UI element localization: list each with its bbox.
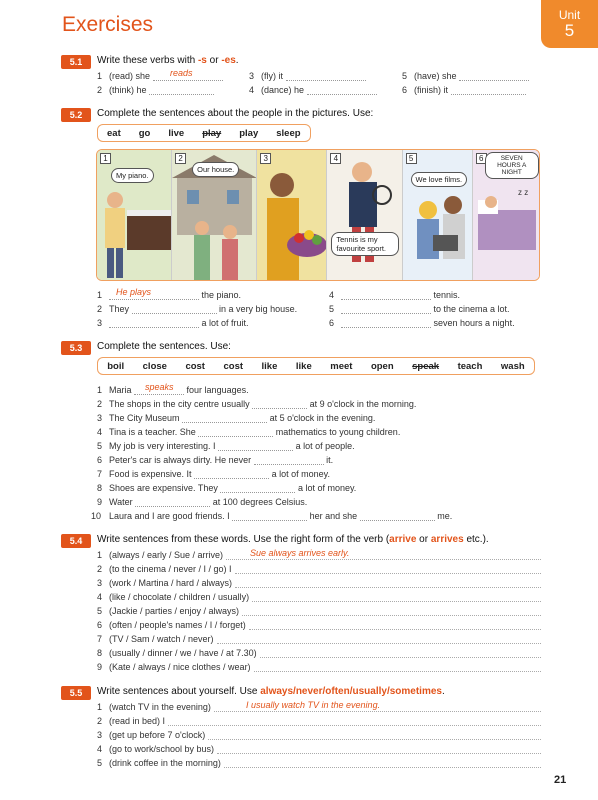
answer-blank[interactable] <box>194 468 269 479</box>
answer-line[interactable] <box>235 578 541 588</box>
item-text: mathematics to young children. <box>275 427 401 437</box>
word-option: like <box>261 360 278 372</box>
list-item <box>97 606 541 616</box>
list-item <box>97 730 541 740</box>
exercise-instruction <box>97 55 239 66</box>
item-number: 4 <box>97 427 103 437</box>
answer-blank[interactable] <box>220 482 295 493</box>
item-text: (dance) he <box>261 85 305 95</box>
item-text: (go to work/school by bus) <box>109 744 215 754</box>
item-number: 2 <box>97 399 103 409</box>
instr-keyword: always/never/often/usually/sometimes <box>260 686 442 697</box>
item-text: (drink coffee in the morning) <box>109 758 221 768</box>
speech-bubble: Tennis is my favourite sport. <box>331 232 399 256</box>
list-item <box>329 303 510 314</box>
list-item <box>91 510 452 521</box>
list-item <box>97 716 541 726</box>
item-number: 2 <box>97 564 103 574</box>
item-text: (read in bed) I <box>109 716 166 726</box>
item-text: tennis. <box>433 290 461 300</box>
item-text: Laura and I are good friends. I <box>109 511 230 521</box>
picture-1 <box>97 150 172 280</box>
instr-keyword: arrives <box>430 534 464 545</box>
picture-number: 3 <box>260 153 271 164</box>
item-text: (finish) it <box>414 85 449 95</box>
list-item <box>97 412 375 423</box>
list-item <box>97 496 307 507</box>
item-text: My job is very interesting. I <box>109 441 216 451</box>
word-option: open <box>370 360 394 372</box>
example-answer: He plays <box>116 287 152 297</box>
item-text: it <box>278 71 284 81</box>
answer-blank[interactable] <box>182 412 267 423</box>
picture-4 <box>327 150 402 280</box>
instr-text: Write these verbs with <box>97 55 198 66</box>
picture-number: 4 <box>330 153 341 164</box>
item-text: Peter's car is always dirty. He never <box>109 455 252 465</box>
exercise-badge: 5.2 <box>61 108 91 122</box>
list-item <box>97 70 223 81</box>
answer-blank[interactable] <box>149 84 214 95</box>
woman-fruit-illustration <box>257 150 327 280</box>
exercise-badge: 5.5 <box>61 686 91 700</box>
item-text: (read) she <box>109 71 151 81</box>
instr-text: Write sentences about yourself. Use <box>97 686 261 697</box>
list-item <box>249 84 377 95</box>
list-item <box>97 662 541 672</box>
item-number: 10 <box>91 511 102 521</box>
list-item <box>97 440 355 451</box>
item-number: 6 <box>402 85 408 95</box>
item-text: They <box>109 304 130 314</box>
exercise-badge: 5.1 <box>61 55 91 69</box>
item-text: (always / early / Sue / arrive) <box>109 550 224 560</box>
picture-6 <box>473 150 539 280</box>
item-text: her and she <box>309 511 358 521</box>
item-number: 9 <box>97 662 103 672</box>
couple-laptop-illustration <box>403 150 473 280</box>
item-text: a lot of money. <box>271 469 330 479</box>
item-number: 3 <box>97 578 103 588</box>
instr-text: etc.). <box>463 534 489 545</box>
item-number: 7 <box>97 634 103 644</box>
word-option: go <box>138 127 151 139</box>
speech-bubble: Our house. <box>192 162 239 177</box>
picture-2 <box>172 150 257 280</box>
item-number: 2 <box>97 716 103 726</box>
example-answer: reads <box>170 68 193 78</box>
item-text: four languages. <box>186 385 249 395</box>
exercise-badge: 5.3 <box>61 341 91 355</box>
word-box <box>97 357 535 375</box>
item-text: seven hours a night. <box>433 318 515 328</box>
item-text: a lot of money. <box>297 483 357 493</box>
list-item <box>97 620 541 630</box>
item-number: 4 <box>249 85 255 95</box>
item-number: 6 <box>329 318 335 328</box>
item-text: Tina is a teacher. She <box>109 427 196 437</box>
item-number: 4 <box>329 290 335 300</box>
list-item <box>402 84 526 95</box>
item-number: 3 <box>249 71 255 81</box>
item-text: Shoes are expensive. They <box>109 483 218 493</box>
picture-5 <box>403 150 473 280</box>
svg-text:z z: z z <box>517 188 528 197</box>
answer-blank[interactable] <box>135 496 210 507</box>
word-option: like <box>295 360 312 372</box>
picture-3 <box>257 150 327 280</box>
word-box <box>97 124 311 142</box>
man-tennis-illustration <box>327 150 402 280</box>
word-option: sleep <box>276 127 301 139</box>
item-text: Maria <box>109 385 132 395</box>
item-number: 3 <box>97 413 103 423</box>
list-item <box>97 468 330 479</box>
list-item <box>97 84 214 95</box>
list-item <box>97 454 333 465</box>
item-text: (get up before 7 o'clock) <box>109 730 206 740</box>
item-text: (work / Martina / hard / always) <box>109 578 233 588</box>
answer-blank[interactable] <box>451 84 526 95</box>
list-item <box>97 398 416 409</box>
answer-line[interactable] <box>235 564 541 574</box>
item-text: (Jackie / parties / enjoy / always) <box>109 606 240 616</box>
answer-blank[interactable] <box>459 70 529 81</box>
word-option: teach <box>457 360 483 372</box>
answer-blank[interactable] <box>341 289 431 300</box>
word-option: meet <box>330 360 353 372</box>
word-option: boil <box>107 360 125 372</box>
item-number: 5 <box>97 441 103 451</box>
item-text: (fly) <box>261 71 276 81</box>
item-text: The shops in the city centre usually <box>109 399 250 409</box>
list-item <box>97 758 541 768</box>
item-text: (often / people's names / I / forget) <box>109 620 246 630</box>
answer-blank[interactable] <box>286 70 366 81</box>
item-number: 4 <box>97 744 103 754</box>
exercise-instruction: Complete the sentences. Use: <box>97 341 231 352</box>
list-item <box>249 70 366 81</box>
item-text: the piano. <box>201 290 242 300</box>
picture-number: 6 <box>476 153 487 164</box>
word-option: close <box>142 360 167 372</box>
item-text: Food is expensive. It <box>109 469 192 479</box>
word-option: cost <box>223 360 244 372</box>
list-item <box>97 303 297 314</box>
item-number: 1 <box>97 550 103 560</box>
item-number: 5 <box>329 304 335 314</box>
list-item <box>97 317 249 328</box>
answer-blank[interactable] <box>132 303 217 314</box>
unit-label: Unit <box>558 8 581 22</box>
answer-blank[interactable] <box>198 426 273 437</box>
answer-line[interactable] <box>217 744 541 754</box>
item-number: 3 <box>97 318 103 328</box>
item-text: The City Museum <box>109 413 180 423</box>
list-item <box>402 70 529 81</box>
item-text: me. <box>437 511 453 521</box>
item-text: it. <box>326 455 334 465</box>
answer-blank[interactable] <box>360 510 435 521</box>
item-number: 8 <box>97 648 103 658</box>
unit-number: 5 <box>564 21 575 40</box>
unit-tab <box>541 0 598 48</box>
answer-line[interactable] <box>224 758 541 768</box>
answer-blank[interactable] <box>232 510 307 521</box>
item-number: 1 <box>97 702 103 712</box>
exercise-instruction <box>97 534 489 545</box>
item-text: at 9 o'clock in the morning. <box>309 399 417 409</box>
item-text: a lot of fruit. <box>201 318 249 328</box>
item-number: 6 <box>97 455 103 465</box>
answer-line[interactable] <box>252 592 541 602</box>
answer-line[interactable] <box>208 730 541 740</box>
answer-line[interactable] <box>168 716 541 726</box>
picture-strip <box>96 149 540 281</box>
answer-blank[interactable] <box>341 303 431 314</box>
word-option: cost <box>185 360 205 372</box>
instr-suffix: -es <box>221 55 236 66</box>
item-text: to the cinema a lot. <box>433 304 510 314</box>
example-answer: Sue always arrives early. <box>250 548 350 558</box>
word-option: eat <box>107 127 121 139</box>
answer-blank[interactable] <box>341 317 431 328</box>
list-item <box>97 426 400 437</box>
item-text: (Kate / always / nice clothes / wear) <box>109 662 251 672</box>
speech-bubble: SEVEN HOURS A NIGHT <box>485 152 539 179</box>
answer-line[interactable] <box>242 606 541 616</box>
item-number: 4 <box>97 592 103 602</box>
speech-bubble: We love films. <box>411 172 468 187</box>
item-number: 1 <box>97 385 103 395</box>
word-option: play <box>239 127 259 139</box>
word-option: wash <box>500 360 525 372</box>
item-text: (to the cinema / never / I / go) I <box>109 564 232 574</box>
item-text: at 100 degrees Celsius. <box>212 497 308 507</box>
item-number: 7 <box>97 469 103 479</box>
example-answer: speaks <box>145 382 174 392</box>
answer-line[interactable] <box>249 620 541 630</box>
item-text: Water <box>109 497 133 507</box>
item-text: a lot of people. <box>295 441 355 451</box>
item-number: 9 <box>97 497 103 507</box>
item-number: 6 <box>97 620 103 630</box>
list-item <box>97 592 541 602</box>
picture-number: 2 <box>175 153 186 164</box>
word-option: live <box>168 127 185 139</box>
instr-text: or <box>206 55 222 66</box>
speech-bubble: My piano. <box>111 168 154 183</box>
item-text: (usually / dinner / we / have / at 7.30) <box>109 648 257 658</box>
exercise-instruction: Complete the sentences about the people in the pictures. Use: <box>97 108 374 119</box>
item-number: 2 <box>97 304 103 314</box>
word-option-used: play <box>202 127 222 139</box>
page-number: 21 <box>554 774 567 786</box>
instr-text: . <box>235 55 239 66</box>
picture-number: 5 <box>406 153 417 164</box>
item-text: in a very big house. <box>219 304 298 314</box>
exercise-badge: 5.4 <box>61 534 91 548</box>
item-text: (like / chocolate / children / usually) <box>109 592 250 602</box>
item-text: (have) she <box>414 71 457 81</box>
item-number: 2 <box>97 85 103 95</box>
item-number: 8 <box>97 483 103 493</box>
list-item <box>97 648 541 658</box>
instr-text: or <box>416 534 431 545</box>
list-item <box>97 482 356 493</box>
answer-blank[interactable] <box>109 317 199 328</box>
list-item <box>97 578 541 588</box>
item-text: (think) he <box>109 85 147 95</box>
list-item <box>97 564 541 574</box>
answer-line[interactable] <box>254 662 541 672</box>
example-answer: I usually watch TV in the evening. <box>246 700 381 710</box>
answer-blank[interactable] <box>307 84 377 95</box>
list-item <box>97 744 541 754</box>
answer-blank[interactable] <box>254 454 324 465</box>
list-item <box>329 317 515 328</box>
item-number: 3 <box>97 730 103 740</box>
answer-blank[interactable] <box>252 398 307 409</box>
page-title: Exercises <box>62 13 154 36</box>
item-text: (watch TV in the evening) <box>109 702 211 712</box>
item-text: at 5 o'clock in the evening. <box>269 413 376 423</box>
item-number: 5 <box>97 758 103 768</box>
word-option-used: speak <box>412 360 440 372</box>
instr-suffix: -s <box>197 55 207 66</box>
item-number: 1 <box>97 71 103 81</box>
list-item <box>329 289 460 300</box>
instr-keyword: arrive <box>389 534 417 545</box>
answer-line[interactable] <box>217 634 541 644</box>
exercise-instruction <box>97 686 445 697</box>
item-number: 5 <box>402 71 408 81</box>
instr-text: . <box>441 686 445 697</box>
item-number: 1 <box>97 290 103 300</box>
item-number: 5 <box>97 606 103 616</box>
picture-number: 1 <box>100 153 111 164</box>
instr-text: Write sentences from these words. Use the right form of the verb ( <box>97 534 390 545</box>
item-text: (TV / Sam / watch / never) <box>109 634 214 644</box>
list-item <box>97 634 541 644</box>
answer-line[interactable] <box>260 648 541 658</box>
answer-blank[interactable] <box>218 440 293 451</box>
